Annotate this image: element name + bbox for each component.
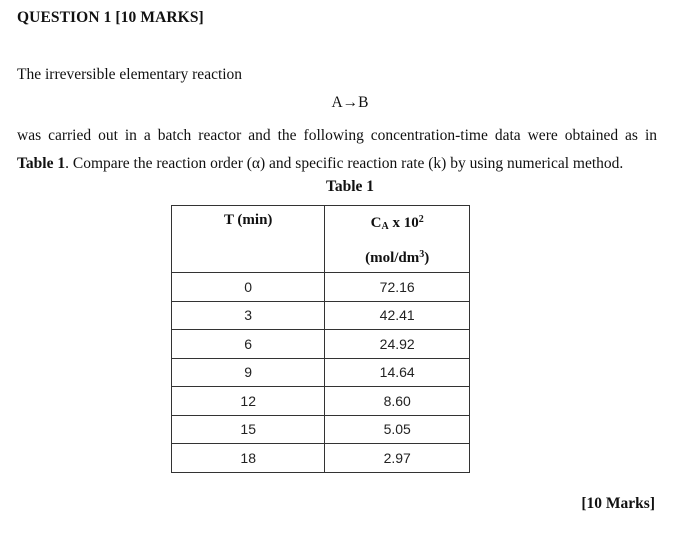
concentration-cell: 24.92 [325,330,470,359]
paragraph-line-2-text: . Compare the reaction order (α) and specific reaction rate (k) by using numerical method. [65,155,624,172]
paragraph-line-1: was carried out in a batch reactor and the following concentration-time data were obtained as in [17,127,657,144]
question-heading: QUESTION 1 [10 MARKS] [17,9,204,26]
concentration-cell: 2.97 [325,444,470,473]
header-conc-symbol: $C_A$ x $10^2$ [370,214,424,232]
time-cell: 18 [172,444,325,473]
concentration-cell: 5.05 [325,415,470,444]
header-concentration [325,206,470,273]
time-cell: 3 [172,301,325,330]
table-row [172,358,470,387]
table-row [172,444,470,473]
time-cell: 0 [172,273,325,302]
table-row [172,415,470,444]
header-time: T (min) [172,206,325,273]
header-conc-units: $(mol/dm^3)$ [365,249,430,266]
table-caption: Table 1 [325,178,375,195]
concentration-time-table [171,205,470,473]
table-reference: Table 1 [17,155,66,172]
concentration-cell: 42.41 [325,301,470,330]
reaction-equation: A→B [331,94,369,111]
concentration-cell: 72.16 [325,273,470,302]
table-header-row [172,206,470,273]
table-body [172,273,470,473]
table-row [172,273,470,302]
intro-text: The irreversible elementary reaction [17,66,243,83]
table-row [172,387,470,416]
time-cell: 6 [172,330,325,359]
problem-paragraph [17,122,657,178]
concentration-cell: 14.64 [325,358,470,387]
marks-label: [10 Marks] [581,495,655,512]
time-cell: 12 [172,387,325,416]
table-row [172,301,470,330]
time-cell: 9 [172,358,325,387]
paragraph-line-2 [17,150,657,178]
concentration-cell: 8.60 [325,387,470,416]
time-cell: 15 [172,415,325,444]
table-row [172,330,470,359]
